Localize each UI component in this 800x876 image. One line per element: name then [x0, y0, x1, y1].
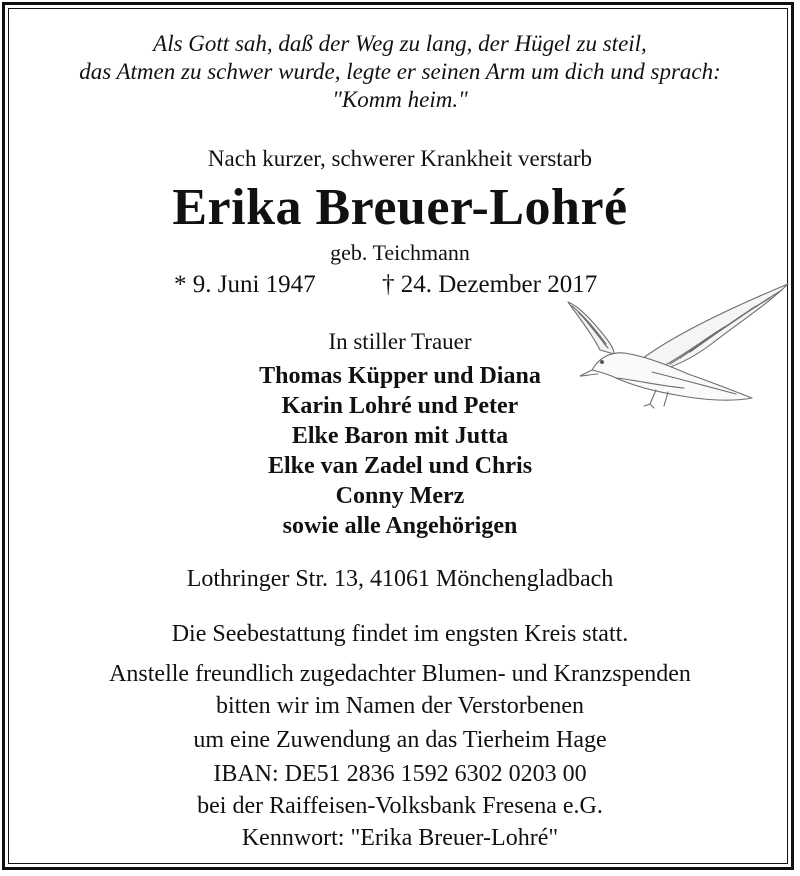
death-date: † 24. Dezember 2017: [382, 271, 598, 298]
notice-line: Die Seebestattung findet im engsten Kreis statt.: [171, 621, 629, 647]
notice-line: um eine Zuwendung an das Tierheim Hage: [193, 727, 607, 753]
notice-line: bitten wir im Namen der Verstorbenen: [215, 693, 585, 719]
mourner-line: Karin Lohré und Peter: [281, 393, 519, 419]
iban: IBAN: DE51 2836 1592 6302 0203 00: [213, 761, 587, 787]
verse-line-1: Als Gott sah, daß der Weg zu lang, der Hügel zu steil,: [153, 31, 647, 56]
address: Lothringer Str. 13, 41061 Mönchengladbach: [186, 566, 614, 592]
verse-line-3: "Komm heim.": [332, 87, 468, 112]
mourner-line: Elke van Zadel und Chris: [267, 453, 533, 479]
keyword: Kennwort: "Erika Breuer-Lohré": [241, 825, 559, 851]
mourner-line: sowie alle Angehörigen: [282, 513, 518, 539]
verse-line-2: das Atmen zu schwer wurde, legte er seinen Arm um dich und sprach:: [79, 59, 721, 84]
deceased-name: Erika Breuer-Lohré: [172, 179, 628, 236]
mourner-line: Conny Merz: [335, 483, 465, 509]
maiden-name: geb. Teichmann: [330, 240, 470, 265]
mourner-line: Elke Baron mit Jutta: [291, 423, 509, 449]
birth-date: * 9. Juni 1947: [174, 271, 316, 298]
mourners-intro: In stiller Trauer: [328, 329, 472, 354]
mourner-line: Thomas Küpper und Diana: [259, 363, 541, 389]
notice-line: Anstelle freundlich zugedachter Blumen- und Kranzspenden: [109, 661, 691, 687]
intro-text: Nach kurzer, schwerer Krankheit verstarb: [207, 146, 593, 171]
notice-line: bei der Raiffeisen-Volksbank Fresena e.G.: [197, 793, 603, 819]
